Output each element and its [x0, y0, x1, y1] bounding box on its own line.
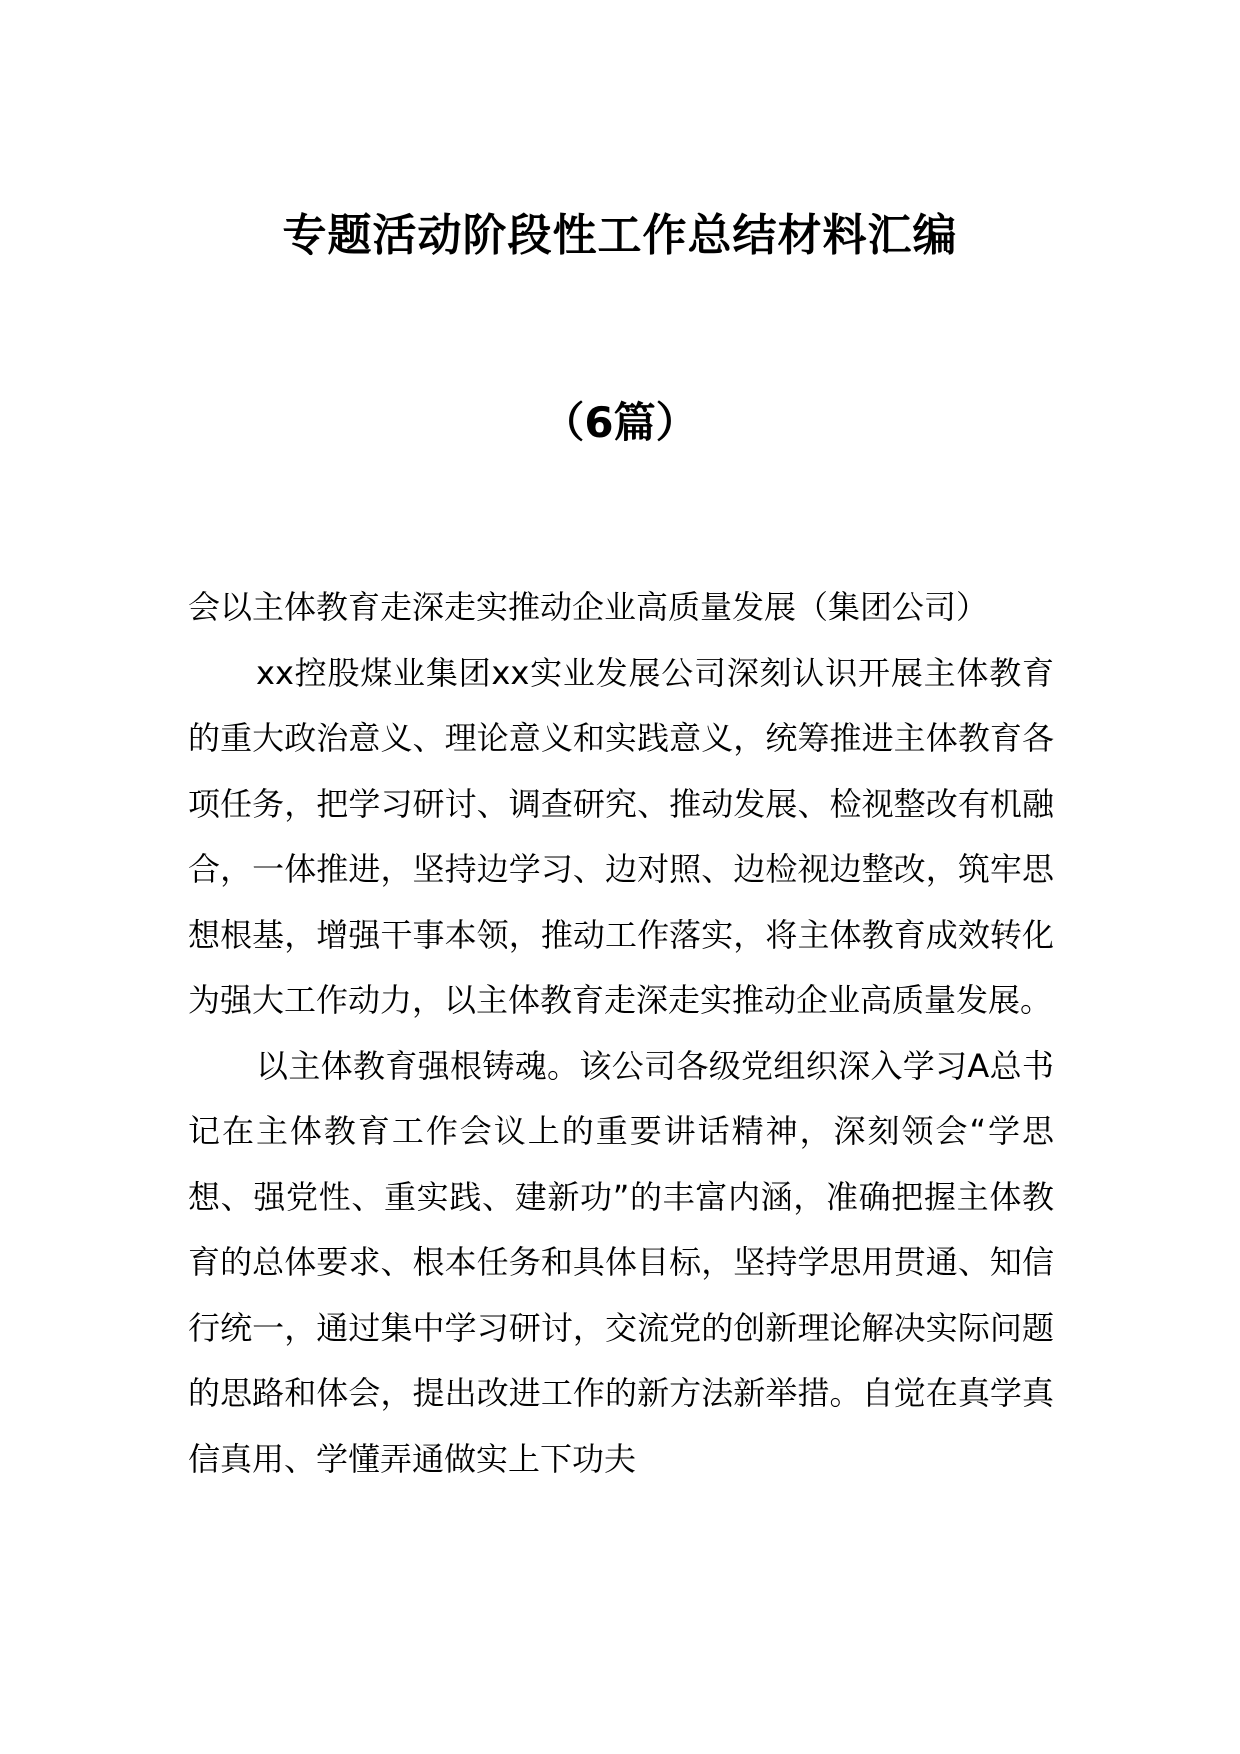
document-title: 专题活动阶段性工作总结材料汇编: [282, 210, 958, 261]
body-paragraph: xx控股煤业集团xx实业发展公司深刻认识开展主体教育的重大政治意义、理论意义和实践意义，统筹推进主体教育各项任务，把学习研讨、调查研究、推动发展、检视整改有机融合，一体推进，坚持边学习、边对照、边检视边整改，筑牢思想根基，增强干事本领，推动工作落实，将主体教育成效转化为强大工作动力，以主体教育走深走实推动企业高质量发展。: [188, 653, 1054, 1019]
document-body: [188, 575, 1054, 1492]
document-subtitle: （6篇）: [542, 398, 698, 447]
body-paragraph: 以主体教育强根铸魂。该公司各级党组织深入学习A总书记在主体教育工作会议上的重要讲话精神，深刻领会“学思想、强党性、重实践、建新功”的丰富内涵，准确把握主体教育的总体要求、根本任务和具体目标，坚持学思用贯通、知信行统一，通过集中学习研讨，交流党的创新理论解决实际问题的思路和体会，提出改进工作的新方法新举措。自觉在真学真信真用、学懂弄通做实上下功夫: [188, 1046, 1054, 1478]
article-heading: 会以主体教育走深走实推动企业高质量发展（集团公司）: [188, 588, 989, 626]
